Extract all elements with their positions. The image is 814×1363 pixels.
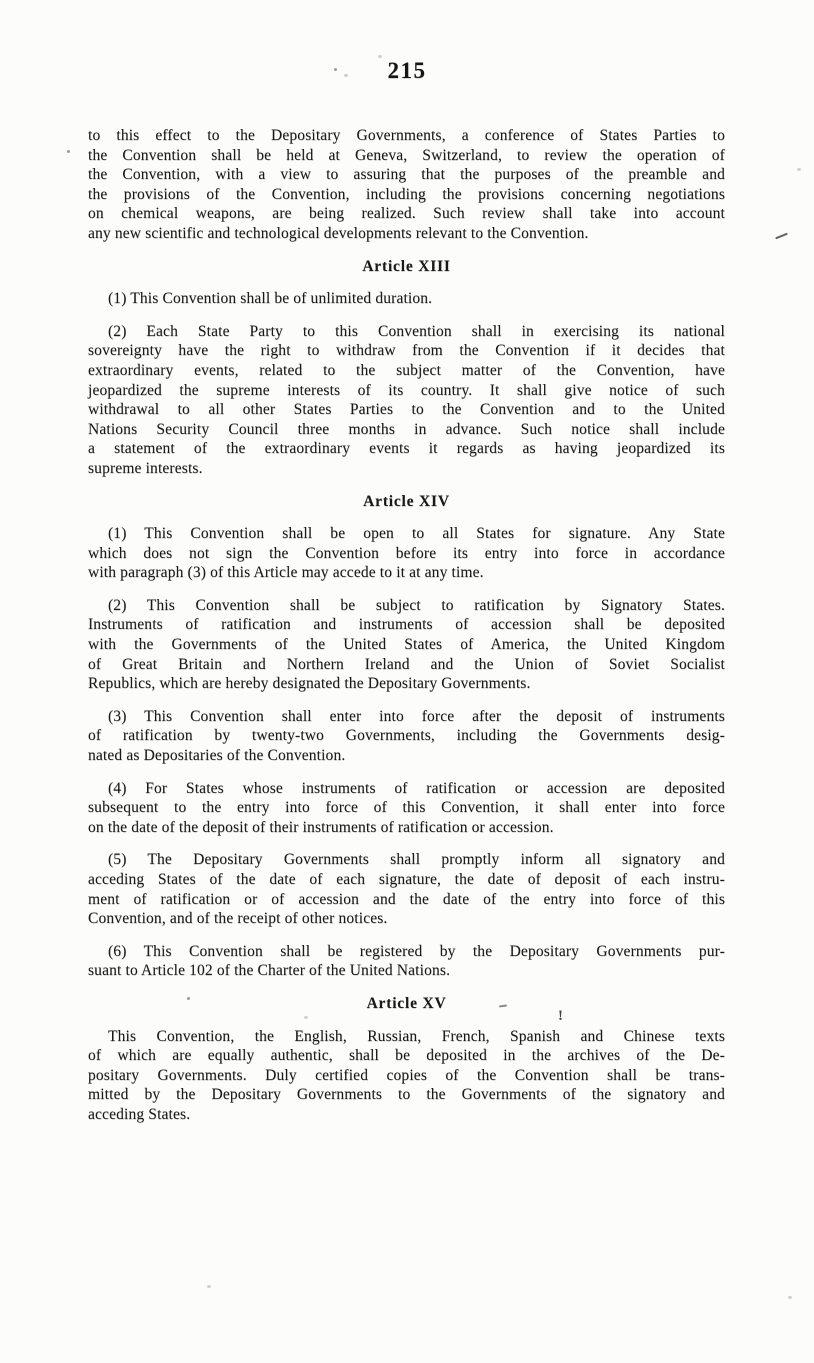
text-line: withdrawal to all other States Parties to the Convention and to the United	[88, 401, 725, 419]
scan-speck	[797, 168, 801, 171]
text-line: (1) This Convention shall be of unlimited duration.	[108, 290, 433, 308]
text-line: which does not sign the Convention before its entry into force in accordance	[88, 544, 725, 562]
article-xiii-paragraph-1	[88, 289, 725, 309]
text-line: Republics, which are hereby designated the Depositary Governments.	[88, 675, 531, 693]
page-number: 215	[387, 58, 427, 83]
text-line: a statement of the extraordinary events it regards as having jeopardized its	[88, 440, 725, 458]
text-line: with paragraph (3) of this Article may accede to it at any time.	[88, 564, 484, 582]
text-line: acceding States.	[88, 1105, 191, 1123]
text-line: jeopardized the supreme interests of its country. It shall give notice of such	[88, 381, 725, 399]
text-line: (3) This Convention shall enter into force after the deposit of instruments	[108, 707, 725, 725]
text-line: supreme interests.	[88, 459, 203, 477]
text-line: ment of ratification or of accession and the date of the entry into force of this	[88, 890, 725, 908]
scan-speck	[304, 1016, 308, 1019]
scan-speck	[187, 997, 190, 1000]
text-block	[88, 126, 725, 1138]
article-xiv-paragraph-1	[88, 524, 725, 583]
article-xiii-heading: Article XIII	[362, 257, 451, 275]
article-xiii-paragraph-2	[88, 322, 725, 479]
article-xiv-paragraph-2	[88, 596, 725, 694]
text-line: positary Governments. Duly certified copies of the Convention shall be trans-	[88, 1066, 725, 1084]
text-line: the Convention, with a view to assuring that the purposes of the preamble and	[88, 166, 725, 184]
text-line: Instruments of ratification and instruments of accession shall be deposited	[88, 616, 725, 634]
text-line: the provisions of the Convention, including the provisions concerning negotiations	[88, 185, 725, 203]
pen-dash-mark	[775, 233, 788, 240]
text-line: This Convention, the English, Russian, French, Spanish and Chinese texts	[108, 1027, 725, 1045]
intro-paragraph	[88, 126, 725, 244]
article-xiv-heading: Article XIV	[363, 492, 450, 510]
text-line: the Convention shall be held at Geneva, Switzerland, to review the operation of	[88, 146, 725, 164]
text-line: to this effect to the Depositary Governments, a conference of States Parties to	[88, 127, 725, 144]
text-line: on chemical weapons, are being realized. Such review shall take into account	[88, 205, 725, 223]
text-line: of Great Britain and Northern Ireland and the Union of Soviet Socialist	[88, 655, 725, 673]
text-line: acceding States of the date of each signature, the date of deposit of each instru-	[88, 871, 725, 888]
text-line: extraordinary events, related to the subject matter of the Convention, have	[88, 361, 725, 379]
scan-speck	[378, 55, 382, 58]
text-line: mitted by the Depositary Governments to the Governments of the signatory and	[88, 1086, 725, 1104]
text-line: Nations Security Council three months in advance. Such notice shall include	[88, 420, 725, 438]
text-line: (6) This Convention shall be registered by the Depositary Governments pur-	[108, 942, 725, 960]
text-line: any new scientific and technological developments relevant to the Convention.	[88, 224, 589, 242]
text-line: nated as Depositaries of the Convention.	[88, 747, 346, 765]
stray-exclamation-mark: !	[558, 1008, 563, 1024]
text-line: (2) Each State Party to this Convention shall in exercising its national	[108, 322, 725, 340]
scan-speck	[344, 74, 348, 77]
text-line: on the date of the deposit of their instruments of ratification or accession.	[88, 818, 554, 836]
article-xiv-paragraph-4	[88, 779, 725, 838]
article-xv-heading: Article XV	[366, 994, 447, 1012]
scan-speck	[788, 1296, 792, 1299]
text-line: of ratification by twenty-two Governments, including the Governments desig-	[88, 727, 725, 745]
text-line: of which are equally authentic, shall be deposited in the archives of the De-	[88, 1047, 725, 1065]
text-line: subsequent to the entry into force of this Convention, it shall enter into force	[88, 799, 725, 817]
text-line: sovereignty have the right to withdraw from the Convention if it decides that	[88, 342, 725, 360]
text-line: (5) The Depositary Governments shall promptly inform all signatory and	[108, 851, 725, 869]
text-line: suant to Article 102 of the Charter of the United Nations.	[88, 962, 451, 980]
text-line: with the Governments of the United States of America, the United Kingdom	[88, 636, 725, 654]
article-xiv-paragraph-6	[88, 942, 725, 981]
scan-speck	[67, 150, 70, 153]
text-line: (1) This Convention shall be open to all States for signature. Any State	[108, 525, 725, 543]
text-line: (2) This Convention shall be subject to ratification by Signatory States.	[108, 596, 725, 614]
article-xiv-paragraph-3	[88, 707, 725, 766]
scan-speck	[334, 68, 337, 71]
scan-speck	[207, 1285, 211, 1288]
article-xiv-paragraph-5	[88, 850, 725, 928]
text-line: (4) For States whose instruments of ratification or accession are deposited	[108, 779, 725, 797]
text-line: Convention, and of the receipt of other notices.	[88, 910, 388, 928]
article-xv-paragraph-1	[88, 1027, 725, 1125]
